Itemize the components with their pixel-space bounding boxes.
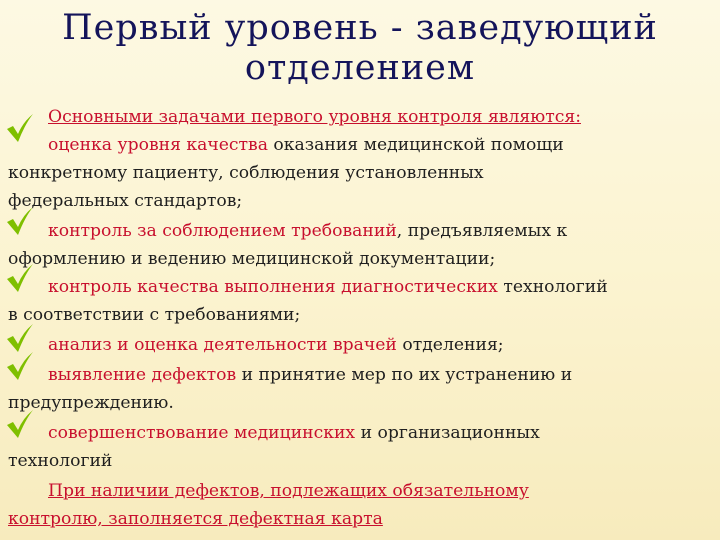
title-line-2: отделением xyxy=(244,48,476,88)
item-5-text: и принятие мер по их устранению и xyxy=(236,365,573,385)
list-item-4-line-1 xyxy=(48,332,710,358)
slide-title xyxy=(40,8,680,88)
checkmark-icon xyxy=(5,112,35,144)
item-2-highlight: контроль за соблюдением требований xyxy=(48,221,397,241)
item-5-highlight: выявление дефектов xyxy=(48,365,237,385)
item-1-highlight: оценка уровня качества xyxy=(48,135,268,155)
item-2-text: , предъявляемых к xyxy=(396,221,568,241)
list-item-2-line-1 xyxy=(48,218,710,244)
intro-text: Основными задачами первого уровня контроля являются: xyxy=(48,107,581,127)
footer-line-2: контролю, заполняется дефектная карта xyxy=(8,509,383,529)
list-item-1-line-1 xyxy=(48,132,710,158)
list-item-3-line-1 xyxy=(48,274,710,300)
item-6-text: и организационных xyxy=(355,423,540,443)
checkmark-icon xyxy=(5,350,35,382)
item-3-text: технологий xyxy=(497,277,608,297)
footer-line-1: При наличии дефектов, подлежащих обязательному xyxy=(48,481,529,501)
list-item-6-line-1 xyxy=(48,420,710,446)
list-item-5-line-1 xyxy=(48,362,710,388)
list-item-1-line-3: федеральных стандартов; xyxy=(8,191,243,211)
item-4-text: отделения; xyxy=(396,335,504,355)
item-1-text: оказания медицинской помощи xyxy=(267,135,564,155)
list-item-2-line-2: оформлению и ведению медицинской документации; xyxy=(8,249,496,269)
list-item-1-line-2: конкретному пациенту, соблюдения установленных xyxy=(8,163,484,183)
title-line-1: Первый уровень - заведующий xyxy=(62,8,658,48)
list-item-3-line-2: в соответствии с требованиями; xyxy=(8,305,301,325)
list-item-5-line-2: предупреждению. xyxy=(8,393,174,413)
item-6-highlight: совершенствование медицинских xyxy=(48,423,356,443)
item-3-highlight: контроль качества выполнения диагностических xyxy=(48,277,498,297)
item-4-highlight: анализ и оценка деятельности врачей xyxy=(48,335,397,355)
list-item-6-line-2: технологий xyxy=(8,451,113,471)
